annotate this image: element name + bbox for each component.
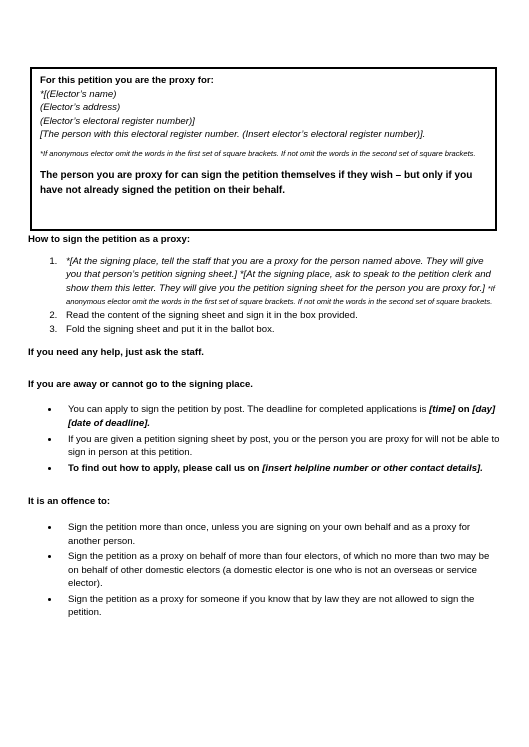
deadline-date: [day] [date of deadline]. [68,404,496,429]
step-3: 3. Fold the signing sheet and put it in the ballot box. [60,323,500,337]
away-item-postal [60,403,500,430]
instructions [28,233,500,622]
elector-address-line: (Elector’s address) [40,102,121,114]
how-to-heading: How to sign the petition as a proxy: [28,234,191,245]
proxy-details-box [30,67,497,231]
help-line: If you need any help, just ask the staff. [28,347,204,359]
step-1-note: *If anonymous elector omit the words in the first set of square brackets. If not omit the words in the second set of square brackets. [66,283,495,307]
anonymous-elector-note: *If anonymous elector omit the words in the first set of square brackets. If not omit the words in the second set of square brackets. [40,148,476,158]
elector-name-line: *[(Elector’s name) [40,88,117,100]
helpline-placeholder: [insert helpline number or other contact details]. [262,462,483,474]
elector-register-line: (Elector’s electoral register number)] [40,115,195,127]
offence-heading: It is an offence to: [28,496,111,508]
away-heading: If you are away or cannot go to the signing place. [28,378,253,390]
deadline-on: on [457,404,473,416]
step-1 [60,255,500,309]
how-to-steps [28,255,500,337]
postal-text: You can apply to sign the petition by post. The deadline for completed applications is [68,404,430,416]
offence-item: • Sign the petition as a proxy on behalf of more than four electors, of which no more than two may be on behalf of other domestic electors (a domestic elector is one who is not an overseas or service elector). [60,550,500,591]
self-sign-notice: The person you are proxy for can sign the petition themselves if they wish – but only if you have not already signed the petition on their behalf. [40,169,473,197]
deadline-time: [time] [429,404,456,416]
step-1-text: *[At the signing place, tell the staff that you are a proxy for the person named above. They will give you that person’s petition signing sheet.] *[At the signing place, ask to speak to the petition clerk and show them this letter. They will give you the petition signing sheet for the person you are proxy for.] [66,255,491,294]
away-item-apply [60,462,500,476]
away-list [28,403,500,475]
step-2: 2. Read the content of the signing sheet and sign it in the box provided. [60,309,500,323]
offence-item: • Sign the petition as a proxy for someone if you know that by law they are not allowed to sign the petition. [60,593,500,620]
away-item-sheet: • If you are given a petition signing sheet by post, you or the person you are proxy for will not be able to sign in person at this petition. [60,433,500,460]
proxy-box-heading: For this petition you are the proxy for: [40,75,214,86]
register-number-line: [The person with this electoral register number. (Insert elector’s electoral register number)]. [40,129,426,141]
offence-item: • Sign the petition more than once, unless you are signing on your own behalf and as a proxy for another person. [60,521,500,548]
offence-list [28,521,500,620]
apply-text: To find out how to apply, please call us on [68,462,263,474]
